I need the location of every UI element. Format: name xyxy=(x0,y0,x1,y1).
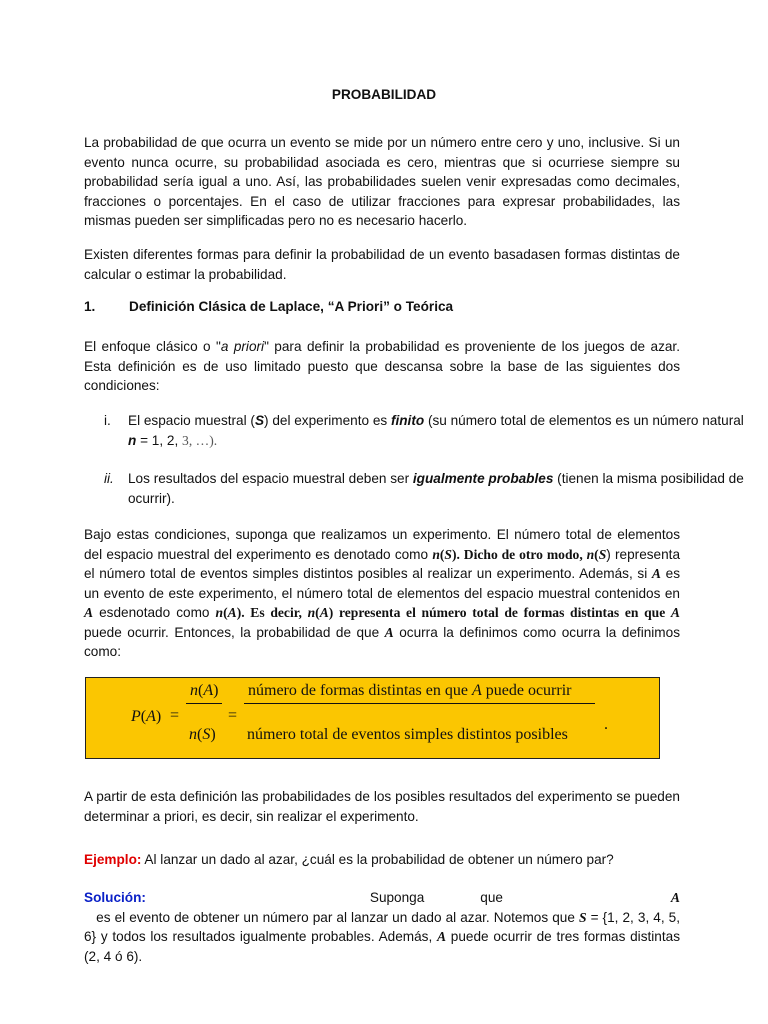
formula-lhs: P(A) xyxy=(131,708,162,725)
ejemplo-paragraph: Ejemplo: Al lanzar un dado al azar, ¿cuál es la probabilidad de obtener un número par? xyxy=(84,852,614,867)
formula-denominator-1: n(S) xyxy=(189,726,216,743)
fraction-bar xyxy=(244,703,595,704)
formula-equals: = xyxy=(228,707,238,724)
list-item-text: Los resultados del espacio muestral deben ser igualmente probables (tienen la misma posibilidad de ocurrir). xyxy=(128,471,744,506)
intro-paragraph-2: Existen diferentes formas para definir la probabilidad de un evento basadasen formas distintas de calcular o estimar la probabilidad. xyxy=(84,247,680,282)
enfoque-paragraph: El enfoque clásico o "a priori" para definir la probabilidad es proveniente de los juegos de azar. Esta definición es de uso limitado puesto que descansa sobre la base de las siguientes dos condiciones: xyxy=(84,339,680,393)
formula-numerator-1: n(A) xyxy=(190,682,219,699)
solucion-paragraph: Solución: Suponga que A es el evento de obtener un número par al lanzar un dado al azar. Notemos que S = {1, 2, 3, 4, 5, 6} y todos los resultados igualmente probables. Además, A puede ocurrir de tres formas distintas (2, 4 ó 6). xyxy=(84,890,681,964)
formula-box xyxy=(85,677,660,759)
section-number: 1. xyxy=(84,299,96,314)
list-item-text: El espacio muestral (S) del experimento es finito (su número total de elementos es un número natural n = 1, 2, 3, …). xyxy=(128,413,744,448)
ejemplo-label: Ejemplo: xyxy=(84,852,142,867)
bajo-paragraph: Bajo estas condiciones, suponga que realizamos un experimento. El número total de elementos del espacio muestral del experimento es denotado como n(S). Dicho de otro modo, n(S) representa el número total de eventos simples distintos posibles al realizar un experimento. Además, si A es un evento de este experimento, el número total de elementos del espacio muestral contenidos en A esdenotado como n(A). Es decir, n(A) representa el número total de formas distintas en que A puede ocurrir. Entonces, la probabilidad de que A ocurra la definimos como ocurra la definimos como: xyxy=(84,527,681,659)
intro-paragraph-1: La probabilidad de que ocurra un evento se mide por un número entre cero y uno, inclusive. Si un evento nunca ocurre, su probabilidad asociada es cero, mientras que si ocurriese siempre su probabilidad sería igual a uno. Así, las probabilidades suelen venir expresadas como decimales, fracciones o porcentajes. En el caso de utilizar fracciones para expresar probabilidades, las mismas pueden ser simplificadas pero no es necesario hacerlo. xyxy=(84,135,680,228)
page-title: PROBABILIDAD xyxy=(331,87,437,102)
list-item-number: i. xyxy=(104,413,111,428)
fraction-bar xyxy=(186,703,222,704)
list-item-number: ii. xyxy=(104,471,114,486)
partir-paragraph: A partir de esta definición las probabilidades de los posibles resultados del experimento se pueden determinar a priori, es decir, sin realizar el experimento. xyxy=(84,789,680,824)
formula-equals: = xyxy=(170,707,180,724)
formula-numerator-2: número de formas distintas en que A puede ocurrir xyxy=(248,682,572,699)
solucion-label: Solución: xyxy=(84,890,146,905)
formula-denominator-2: número total de eventos simples distintos posibles xyxy=(247,726,568,743)
section-title: Definición Clásica de Laplace, “A Priori” o Teórica xyxy=(129,299,454,314)
formula-dot: . xyxy=(604,716,608,733)
